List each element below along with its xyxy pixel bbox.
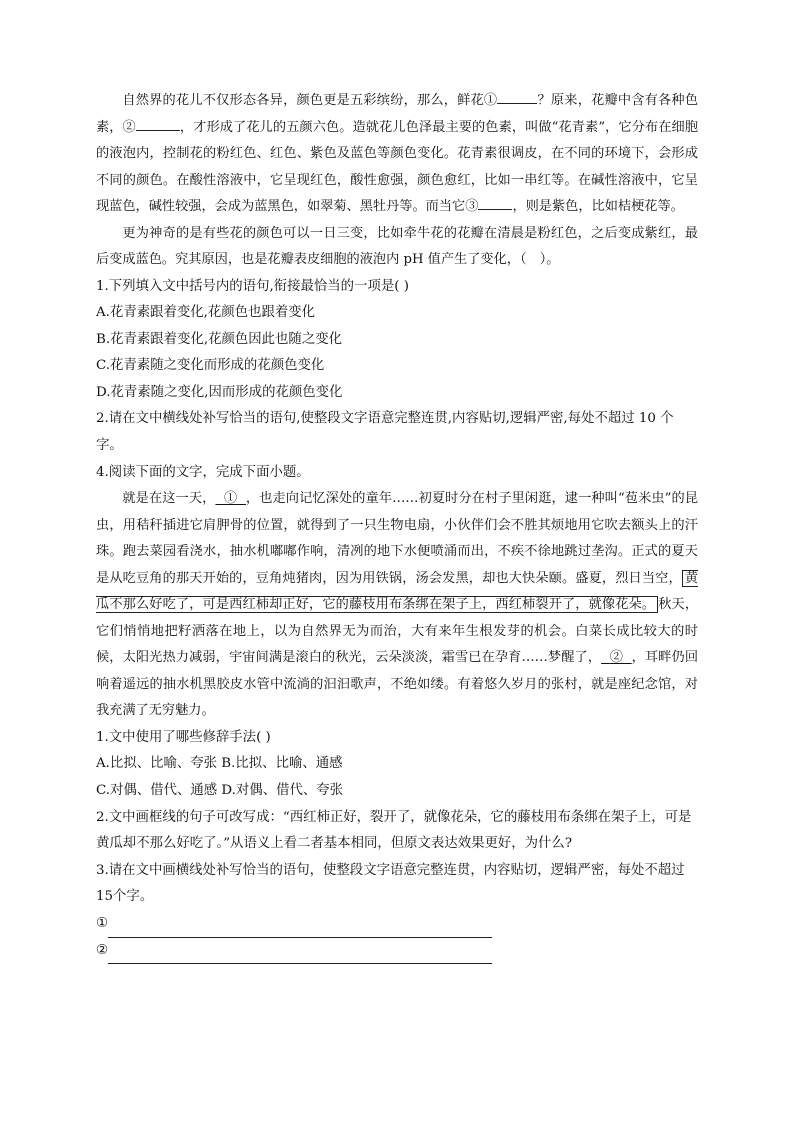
answer-line-1[interactable]: ① [96,911,698,938]
passage1-text-b: ？原来，花瓣中含有各种色素，② [96,93,699,135]
passage1-paragraph2: 更为神奇的是有些花的颜色可以一日三变，比如牵牛花的花瓣在清晨是粉红色，之后变成紫红，最后变成蓝色。究其原因，也是花瓣表皮细胞的液泡内 pH 值产生了变化，（ ）。 [96,225,698,267]
passage1-text-d: ，则是紫色，比如桔梗花等。 [512,199,684,214]
passage1-paragraph1 [96,88,698,221]
worksheet [96,88,698,964]
passage2-text-b: ，也走向记忆深处的童年……初夏时分在村子里闲逛，逮一种叫“苞米虫”的昆虫，用秸秆插进它肩胛骨的位置，就得到了一只生物电扇，小伙伴们会不胜其烦地用它吹去额头上的汗珠。跑去菜园看浇水，抽水机嘟嘟作响，清冽的地下水便喷涌而出，不疾不徐地跳过垄沟。正式的夏天是从吃豆角的那天开始的，豆角炖猪肉，因为用铁锅，汤会发黑，却也大快朵颐。盛夏，烈日当空， [96,491,699,586]
answer-input-1[interactable] [108,921,492,938]
blank-3[interactable] [478,195,512,210]
q1-option-a[interactable]: A.花青素跟着变化,花颜色也跟着变化 [96,305,316,321]
blank-mark-2[interactable]: ② [609,650,624,666]
q1-option-b[interactable]: B.花青素跟着变化,花颜色因此也随之变化 [96,331,342,347]
passage2-text-a: 就是在这一天， [122,491,216,507]
q4-sub1-stem: 1.文中使用了哪些修辞手法( ) [96,729,271,745]
passage1-text-a: 自然界的花儿不仅形态各异，颜色更是五彩缤纷，那么，鲜花① [122,93,498,108]
blank-2[interactable] [136,116,180,131]
passage2-text-c: 秋天，它们悄悄地把籽洒落在地上，以为自然界无为而治，大有来年生根发芽的机会。白菜长成比较大的时候，太阳光热力减弱，宇宙间满是滚白的秋光，云朵淡淡，霜雪已在孕育……梦醒了， [96,597,699,666]
q4-sub1-options-ab[interactable]: A.比拟、比喻、夸张 B.比拟、比喻、通感 [96,756,343,772]
q4-sub3: 3.请在文中画横线处补写恰当的语句，使整段文字语意完整连贯，内容贴切，逻辑严密，每处不超过 15个字。 [96,862,685,905]
q2-stem: 2.请在文中横线处补写恰当的语句,使整段文字语意完整连贯,内容贴切,逻辑严密,每处不超过 10 个字。 [96,411,674,454]
blank-mark-1[interactable]: ① [224,491,238,507]
q4-sub1-options-cd[interactable]: C.对偶、借代、通感 D.对偶、借代、夸张 [96,782,344,798]
q1-option-c[interactable]: C.花青素随之变化而形成的花颜色变化 [96,358,325,374]
q1-stem: 1.下列填入文中括号内的语句,衔接最恰当的一项是( ) [96,278,409,294]
answer-line-2[interactable]: ② [96,938,698,965]
boxed-sentence: 黄瓜不那么好吃了，可是西红柿却正好，它的藤枝用布条绑在架子上，西红柿裂开了，就像花朵。 [96,570,698,613]
q4-heading: 4.阅读下面的文字，完成下面小题。 [96,464,310,480]
q1-option-d[interactable]: D.花青素随之变化,因而形成的花颜色变化 [96,384,343,400]
answer-input-2[interactable] [108,947,492,964]
passage2-paragraph [96,486,698,725]
q4-sub2: 2.文中画框线的句子可改写成：“西红柿正好，裂开了，就像花朵，它的藤枝用布条绑在架子上，可是黄瓜却不那么好吃了。”从语义上看二者基本相同，但原文表达效果更好，为什么? [96,809,692,852]
passage2-text-d: ，耳畔仍回响着遥远的抽水机黑胶皮水管中流淌的汩汩歌声，不绝如缕。有着悠久岁月的张村，就是座纪念馆，对我充满了无穷魅力。 [96,650,699,719]
blank-1[interactable] [497,89,537,104]
passage1-text-c: ，才形成了花儿的五颜六色。造就花儿色泽最主要的色素，叫做“花青素”，它分布在细胞的液泡内，控制花的粉红色、红色、紫色及蓝色等颜色变化。花青素很调皮，在不同的环境下，会形成不同的颜色。在酸性溶液中，它呈现红色，酸性愈强，颜色愈红，比如一串红等。在碱性溶液中，它呈现蓝色，碱性较强，会成为蓝黑色，如翠菊、黑牡丹等。而当它③ [96,119,699,214]
